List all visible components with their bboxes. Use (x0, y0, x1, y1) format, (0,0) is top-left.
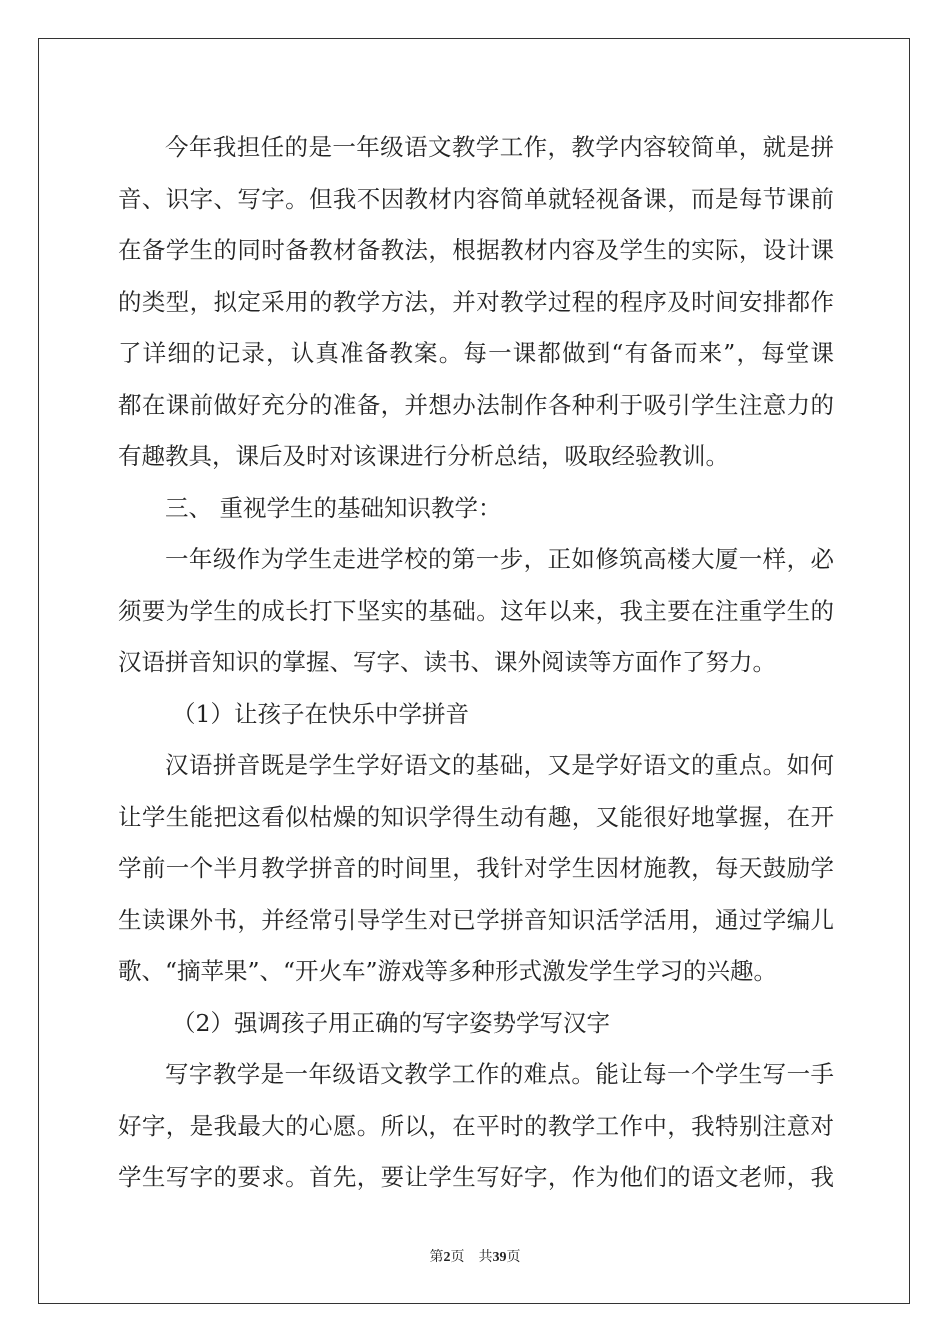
total-suffix: 页 (506, 1250, 521, 1265)
text-line: 一年级作为学生走进学校的第一步，正如修筑高楼大厦一样，必 (165, 545, 834, 573)
text-line: 学前一个半月教学拼音的时间里，我针对学生因材施教，每天鼓励学 (118, 854, 834, 882)
text-line: （2）强调孩子用正确的写字姿势学写汉字 (172, 1008, 610, 1037)
text-line: 三、 重视学生的基础知识教学： (165, 493, 502, 522)
text-line: 写字教学是一年级语文教学工作的难点。能让每一个学生写一手 (165, 1060, 834, 1088)
text-line: 歌、“摘苹果”、“开火车”游戏等多种形式激发学生学习的兴趣。 (118, 957, 778, 985)
page-footer (0, 1248, 950, 1268)
text-line: 了详细的记录，认真准备教案。每一课都做到“有备而来”，每堂课 (118, 339, 834, 367)
text-line: 让学生能把这看似枯燥的知识学得生动有趣，又能很好地掌握，在开 (118, 802, 834, 831)
text-line: 有趣教具，课后及时对该课进行分析总结，吸取经验教训。 (118, 442, 729, 470)
text-line: 都在课前做好充分的准备，并想办法制作各种利于吸引学生注意力的 (118, 390, 834, 419)
text-line: 学生写字的要求。首先，要让学生写好字，作为他们的语文老师，我 (118, 1163, 834, 1191)
total-pages: 39 (492, 1250, 507, 1265)
text-line: 须要为学生的成长打下坚实的基础。这年以来，我主要在注重学生的 (118, 596, 834, 625)
page-prefix: 第 (429, 1250, 444, 1265)
text-line: 汉语拼音知识的掌握、写字、读书、课外阅读等方面作了努力。 (118, 648, 776, 676)
text-line: 汉语拼音既是学生学好语文的基础，又是学好语文的重点。如何 (165, 751, 834, 779)
page-suffix: 页 (450, 1250, 465, 1265)
text-line: 今年我担任的是一年级语文教学工作，教学内容较简单，就是拼 (165, 133, 834, 161)
text-line: 生读课外书，并经常引导学生对已学拼音知识活学活用，通过学编儿 (118, 905, 834, 934)
text-line: （1）让孩子在快乐中学拼音 (172, 699, 469, 728)
text-line: 音、识字、写字。但我不因教材内容简单就轻视备课，而是每节课前 (118, 184, 834, 213)
text-line: 好字，是我最大的心愿。所以，在平时的教学工作中，我特别注意对 (118, 1111, 834, 1140)
total-prefix: 共 (478, 1250, 493, 1265)
document-body (118, 122, 834, 1204)
text-line: 的类型，拟定采用的教学方法，并对教学过程的程序及时间安排都作 (118, 287, 834, 316)
page-number: 2 (443, 1250, 451, 1265)
text-line: 在备学生的同时备教材备教法，根据教材内容及学生的实际，设计课 (118, 236, 834, 264)
